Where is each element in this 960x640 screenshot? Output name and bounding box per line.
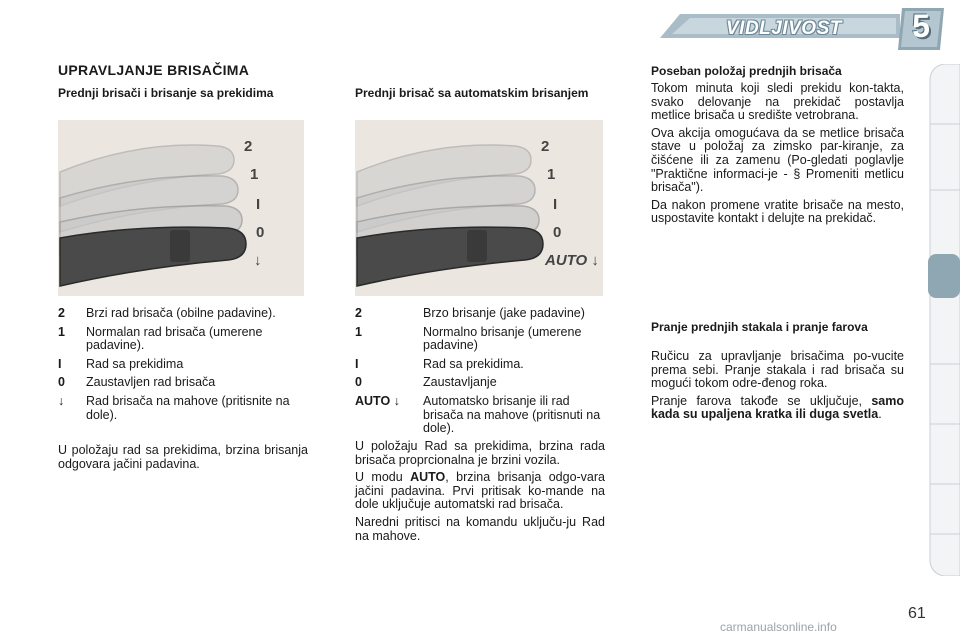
image-label-0: 0	[256, 224, 265, 241]
legend-row: 0 Zaustavljanje	[355, 375, 497, 390]
legend-row: 1 Normalno brisanje (umerene padavine)	[355, 324, 582, 353]
col2-paragraph-1: U položaju Rad sa prekidima, brzina rada brisača proprcionalna je brzini vozila.	[355, 439, 605, 467]
image-label-1: 1	[547, 166, 556, 183]
legend-row: 0 Zaustavljen rad brisača	[58, 375, 216, 390]
watermark: carmanualsonline.info	[720, 620, 837, 634]
image-label-2: 2	[244, 138, 253, 155]
image-label-0: 0	[553, 224, 562, 241]
col2-legend	[355, 307, 605, 441]
col3-heading-1: Poseban položaj prednjih brisača	[651, 64, 842, 78]
image-label-I: I	[553, 196, 558, 213]
legend-row: I Rad sa prekidima.	[355, 356, 524, 371]
image-label-2: 2	[541, 138, 550, 155]
auto-wiper-stalk-illustration	[355, 120, 603, 296]
legend-row: ↓ Rad brisača na mahove (pritisnite na dole).	[58, 393, 290, 422]
image-label-I: I	[256, 196, 261, 213]
col2-body	[355, 440, 605, 547]
col3-heading-2: Pranje prednjih stakala i pranje farova	[651, 320, 868, 334]
wiper-stalk-illustration	[58, 120, 304, 296]
col3-paragraph-1: Tokom minuta koji sledi prekidu kon-takta, svako delovanje na prekidač postavlja metlice brisača u središte vetrobrana.	[651, 81, 904, 123]
image-label-auto: AUTO ↓	[545, 252, 599, 269]
col3-paragraph-5: Pranje farova takođe se uključuje, samo kada su upaljena kratka ili duga svetla.	[651, 393, 904, 422]
image-label-1: 1	[250, 166, 259, 183]
chapter-title: VIDLJIVOST	[726, 18, 842, 39]
legend-row: 2 Brzo brisanje (jake padavine)	[355, 306, 585, 320]
wiper-stalk-image	[58, 120, 304, 296]
legend-row: 1 Normalan rad brisača (umerene padavine).	[58, 324, 263, 353]
col3-paragraph-4: Ručicu za upravljanje brisačima po-vucite prema sebi. Pranje stakala i rad brisača su mogući tokom odre-đenog roka.	[651, 349, 904, 391]
chapter-number: 5	[912, 8, 930, 44]
legend-row: I Rad sa prekidima	[58, 356, 184, 371]
legend-row: 2 Brzi rad brisača (obilne padavine).	[58, 306, 276, 320]
section-title: UPRAVLJANJE BRISAČIMA	[58, 62, 250, 78]
col2-heading: Prednji brisač sa automatskim brisanjem	[355, 86, 589, 100]
auto-wiper-stalk-image	[355, 120, 603, 296]
col3-body-1	[651, 82, 904, 230]
chapter-tab-strip	[928, 64, 960, 576]
col1-legend	[58, 307, 298, 427]
col2-paragraph-3: Naredni pritisci na komandu uključu-ju Rad na mahove.	[355, 514, 605, 543]
page-number: 61	[908, 605, 926, 622]
col1-note: U položaju rad sa prekidima, brzina brisanja odgovara jačini padavina.	[58, 443, 308, 471]
col3-body-2	[651, 350, 904, 426]
col1-heading: Prednji brisači i brisanje sa prekidima	[58, 86, 274, 100]
col3-paragraph-3: Da nakon promene vratite brisače na mesto, uspostavite kontakt i delujte na prekidač.	[651, 197, 904, 226]
col2-paragraph-2: U modu AUTO, brzina brisanja odgo-vara jačini padavina. Prvi pritisak ko-mande na dole uključuje automatski rad brisača.	[355, 470, 606, 512]
col3-paragraph-2: Ova akcija omogućava da se metlice brisača stave u položaj za zimsko par-kiranje, za čišćene ili za zamenu (Po-gledati poglavlje "Praktične informaci-je - § Promeniti metlicu brisača").	[651, 125, 904, 195]
image-label-down: ↓	[254, 252, 262, 269]
legend-row: AUTO ↓ Automatsko brisanje ili rad brisača na mahove (pritisnuti na dole).	[355, 393, 601, 436]
